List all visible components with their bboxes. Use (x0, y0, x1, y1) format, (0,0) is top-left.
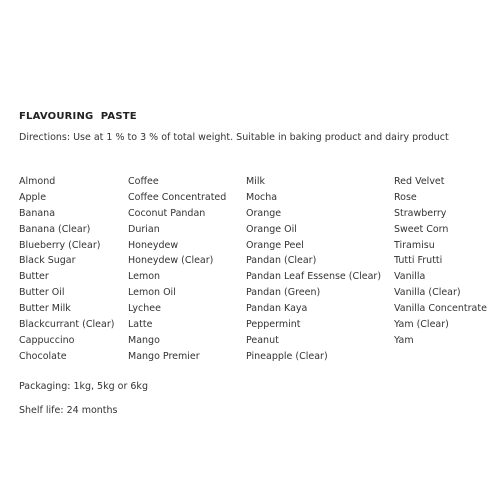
flavour-item: Orange Peel (246, 239, 304, 251)
flavour-item: Honeydew (128, 239, 179, 251)
flavour-item: Almond (19, 176, 56, 187)
directions-text: Directions: Use at 1 % to 3 % of total weight. Suitable in baking product and dairy product (19, 132, 449, 143)
flavour-item: Pineapple (Clear) (246, 350, 328, 362)
flavour-item: Peppermint (246, 319, 301, 331)
flavour-item: Mocha (246, 191, 278, 203)
flavour-item: Yam (394, 334, 414, 346)
flavour-item: Lemon Oil (128, 287, 176, 299)
flavour-item: Strawberry (394, 207, 447, 219)
flavour-item: Sweet Corn (394, 223, 449, 235)
flavour-column-1 (19, 174, 114, 365)
flavour-item: Pandan Leaf Essense (Clear) (246, 271, 382, 283)
flavour-item: Pandan (Green) (246, 287, 321, 299)
flavour-item: Cappuccino (19, 334, 75, 346)
flavour-item: Vanilla Concentrate (394, 303, 487, 315)
page-title: FLAVOURING PASTE (19, 111, 137, 122)
flavour-item: Orange (246, 207, 282, 219)
flavour-item: Pandan Kaya (246, 303, 308, 315)
flavour-item: Durian (128, 223, 160, 235)
flavour-column-3 (246, 174, 381, 365)
flavour-item: Lemon (128, 271, 161, 283)
flavour-item: Yam (Clear) (394, 319, 449, 331)
flavour-item: Black Sugar (19, 255, 76, 267)
flavour-item: Blueberry (Clear) (19, 239, 101, 251)
flavour-column-2 (128, 174, 226, 365)
flavour-item: Pandan (Clear) (246, 255, 317, 267)
flavour-item: Tiramisu (394, 239, 435, 251)
flavour-item: Coffee Concentrated (128, 191, 227, 203)
flavour-item: Honeydew (Clear) (128, 255, 214, 267)
flavour-item: Mango Premier (128, 350, 200, 362)
flavour-item: Vanilla (Clear) (394, 287, 461, 299)
flavour-item: Butter (19, 271, 49, 283)
flavour-item: Red Velvet (394, 176, 445, 187)
flavour-item: Lychee (128, 303, 161, 315)
flavour-item: Vanilla (394, 271, 426, 283)
flavour-item: Latte (128, 319, 153, 331)
flavour-item: Blackcurrant (Clear) (19, 319, 115, 331)
flavour-item: Peanut (246, 334, 279, 346)
flavour-item: Butter Milk (19, 303, 71, 315)
flavour-item: Tutti Frutti (394, 255, 443, 267)
shelf-life-text: Shelf life: 24 months (19, 405, 118, 416)
flavour-item: Coffee (128, 176, 159, 187)
flavour-column-4 (394, 174, 487, 349)
flavour-item: Apple (19, 191, 47, 203)
flavour-item: Mango (128, 334, 160, 346)
flavour-item: Milk (246, 176, 265, 187)
flavour-item: Coconut Pandan (128, 207, 206, 219)
flavour-item: Chocolate (19, 350, 67, 362)
flavour-item: Banana (Clear) (19, 223, 91, 235)
flavour-item: Orange Oil (246, 223, 297, 235)
packaging-text: Packaging: 1kg, 5kg or 6kg (19, 381, 148, 392)
flavour-item: Butter Oil (19, 287, 65, 299)
flavour-item: Rose (394, 191, 417, 203)
flavour-item: Banana (19, 207, 56, 219)
